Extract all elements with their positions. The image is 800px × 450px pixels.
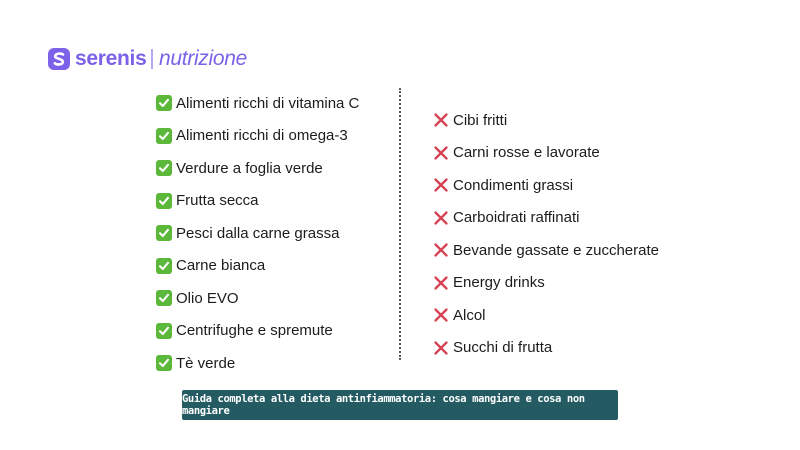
cross-mark-icon — [433, 145, 449, 161]
item-label: Carne bianca — [176, 257, 266, 275]
caption-text: Guida completa alla dieta antinfiammatoria: cosa mangiare e cosa non mangiare — [182, 393, 585, 417]
list-item — [433, 137, 659, 170]
check-mark-icon — [156, 193, 172, 209]
check-mark-icon — [156, 225, 172, 241]
list-item — [156, 185, 359, 218]
item-label: Alcol — [453, 306, 486, 324]
item-label: Alimenti ricchi di omega-3 — [176, 127, 348, 145]
list-item — [433, 234, 659, 267]
cross-mark-icon — [433, 307, 449, 323]
check-mark-icon — [156, 290, 172, 306]
item-label: Frutta secca — [176, 192, 259, 210]
list-item — [433, 104, 659, 137]
cross-mark-icon — [433, 210, 449, 226]
list-item — [433, 202, 659, 235]
list-item — [433, 267, 659, 300]
serenis-logo-icon — [48, 48, 70, 70]
item-label: Verdure a foglia verde — [176, 159, 323, 177]
list-item — [433, 299, 659, 332]
brand-name: serenis — [75, 47, 147, 70]
list-item — [156, 217, 359, 250]
item-label: Cibi fritti — [453, 111, 508, 129]
list-item — [156, 152, 359, 185]
list-item — [156, 120, 359, 153]
item-label: Succhi di frutta — [453, 339, 553, 357]
cross-mark-icon — [433, 242, 449, 258]
item-label: Tè verde — [176, 354, 236, 372]
item-label: Olio EVO — [176, 289, 239, 307]
caption-banner — [182, 390, 618, 420]
list-item — [433, 332, 659, 365]
cross-mark-icon — [433, 275, 449, 291]
cross-mark-icon — [433, 112, 449, 128]
item-label: Energy drinks — [453, 274, 545, 292]
item-label: Alimenti ricchi di vitamina C — [176, 94, 360, 112]
list-item — [156, 315, 359, 348]
list-item — [156, 347, 359, 380]
check-mark-icon — [156, 355, 172, 371]
item-label: Condimenti grassi — [453, 176, 574, 194]
check-mark-icon — [156, 95, 172, 111]
check-mark-icon — [156, 323, 172, 339]
logo-separator — [151, 49, 153, 69]
check-mark-icon — [156, 258, 172, 274]
brand-section: nutrizione — [158, 47, 248, 70]
check-mark-icon — [156, 160, 172, 176]
list-item — [156, 87, 359, 120]
list-item — [156, 250, 359, 283]
list-item — [433, 169, 659, 202]
item-label: Carni rosse e lavorate — [453, 144, 600, 162]
item-label: Pesci dalla carne grassa — [176, 224, 340, 242]
foods-to-eat-list — [156, 87, 359, 380]
item-label: Centrifughe e spremute — [176, 322, 333, 340]
foods-to-avoid-list — [433, 104, 659, 364]
item-label: Bevande gassate e zuccherate — [453, 241, 659, 259]
column-divider — [399, 88, 401, 360]
cross-mark-icon — [433, 340, 449, 356]
check-mark-icon — [156, 128, 172, 144]
item-label: Carboidrati raffinati — [453, 209, 580, 227]
cross-mark-icon — [433, 177, 449, 193]
list-item — [156, 282, 359, 315]
brand-logo — [48, 46, 247, 72]
